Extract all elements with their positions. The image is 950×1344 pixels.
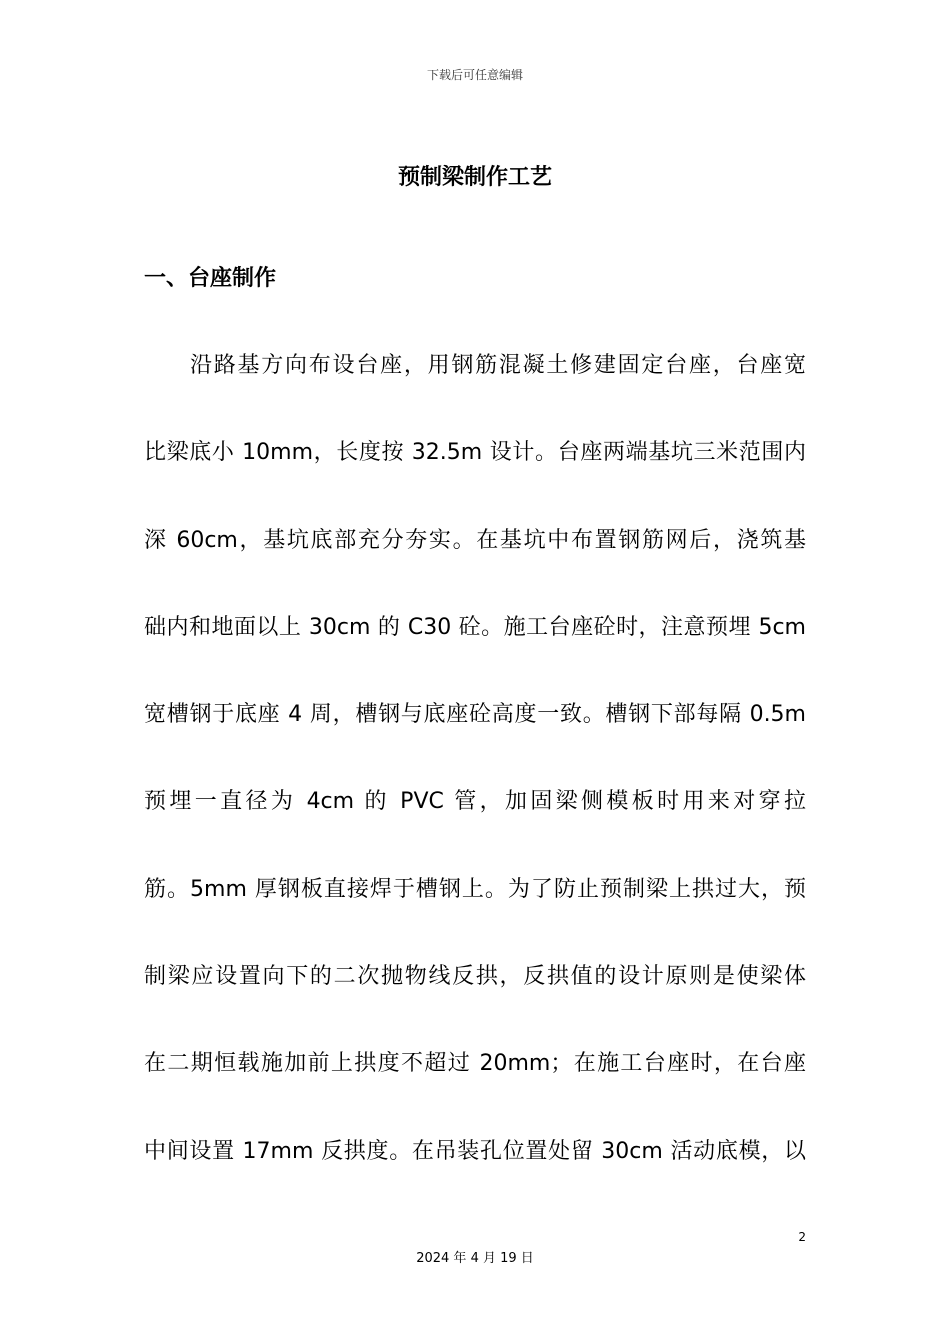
page-number: 2: [798, 1230, 806, 1244]
paragraph-line: 深 60cm，基坑底部充分夯实。在基坑中布置钢筋网后，浇筑基: [144, 527, 806, 553]
paragraph-line: 比梁底小 10mm，长度按 32.5m 设计。台座两端基坑三米范围内: [144, 440, 806, 466]
paragraph-line: 宽槽钢于底座 4 周，槽钢与底座砼高度一致。槽钢下部每隔 0.5m: [144, 702, 806, 728]
paragraph-line: 预埋一直径为 4cm 的 PVC 管，加固梁侧模板时用来对穿拉: [144, 789, 806, 815]
header-note: 下载后可任意编辑: [426, 68, 523, 82]
footer-date: 2024 年 4 月 19 日: [416, 1251, 534, 1266]
paragraph-line: 沿路基方向布设台座，用钢筋混凝土修建固定台座，台座宽: [190, 353, 806, 378]
paragraph-line: 中间设置 17mm 反拱度。在吊装孔位置处留 30cm 活动底模，以: [144, 1138, 806, 1164]
paragraph-line: 制梁应设置向下的二次抛物线反拱，反拱值的设计原则是使梁体: [144, 964, 806, 990]
paragraph-line: 础内和地面以上 30cm 的 C30 砼。施工台座砼时，注意预埋 5cm: [144, 614, 806, 640]
document-title: 预制梁制作工艺: [397, 165, 552, 190]
paragraph-line: 筋。5mm 厚钢板直接焊于槽钢上。为了防止预制梁上拱过大，预: [144, 876, 806, 902]
body-paragraph: [144, 344, 806, 1217]
section-heading: 一、台座制作: [144, 266, 277, 291]
paragraph-line: 在二期恒载施加前上拱度不超过 20mm；在施工台座时，在台座: [144, 1051, 806, 1077]
